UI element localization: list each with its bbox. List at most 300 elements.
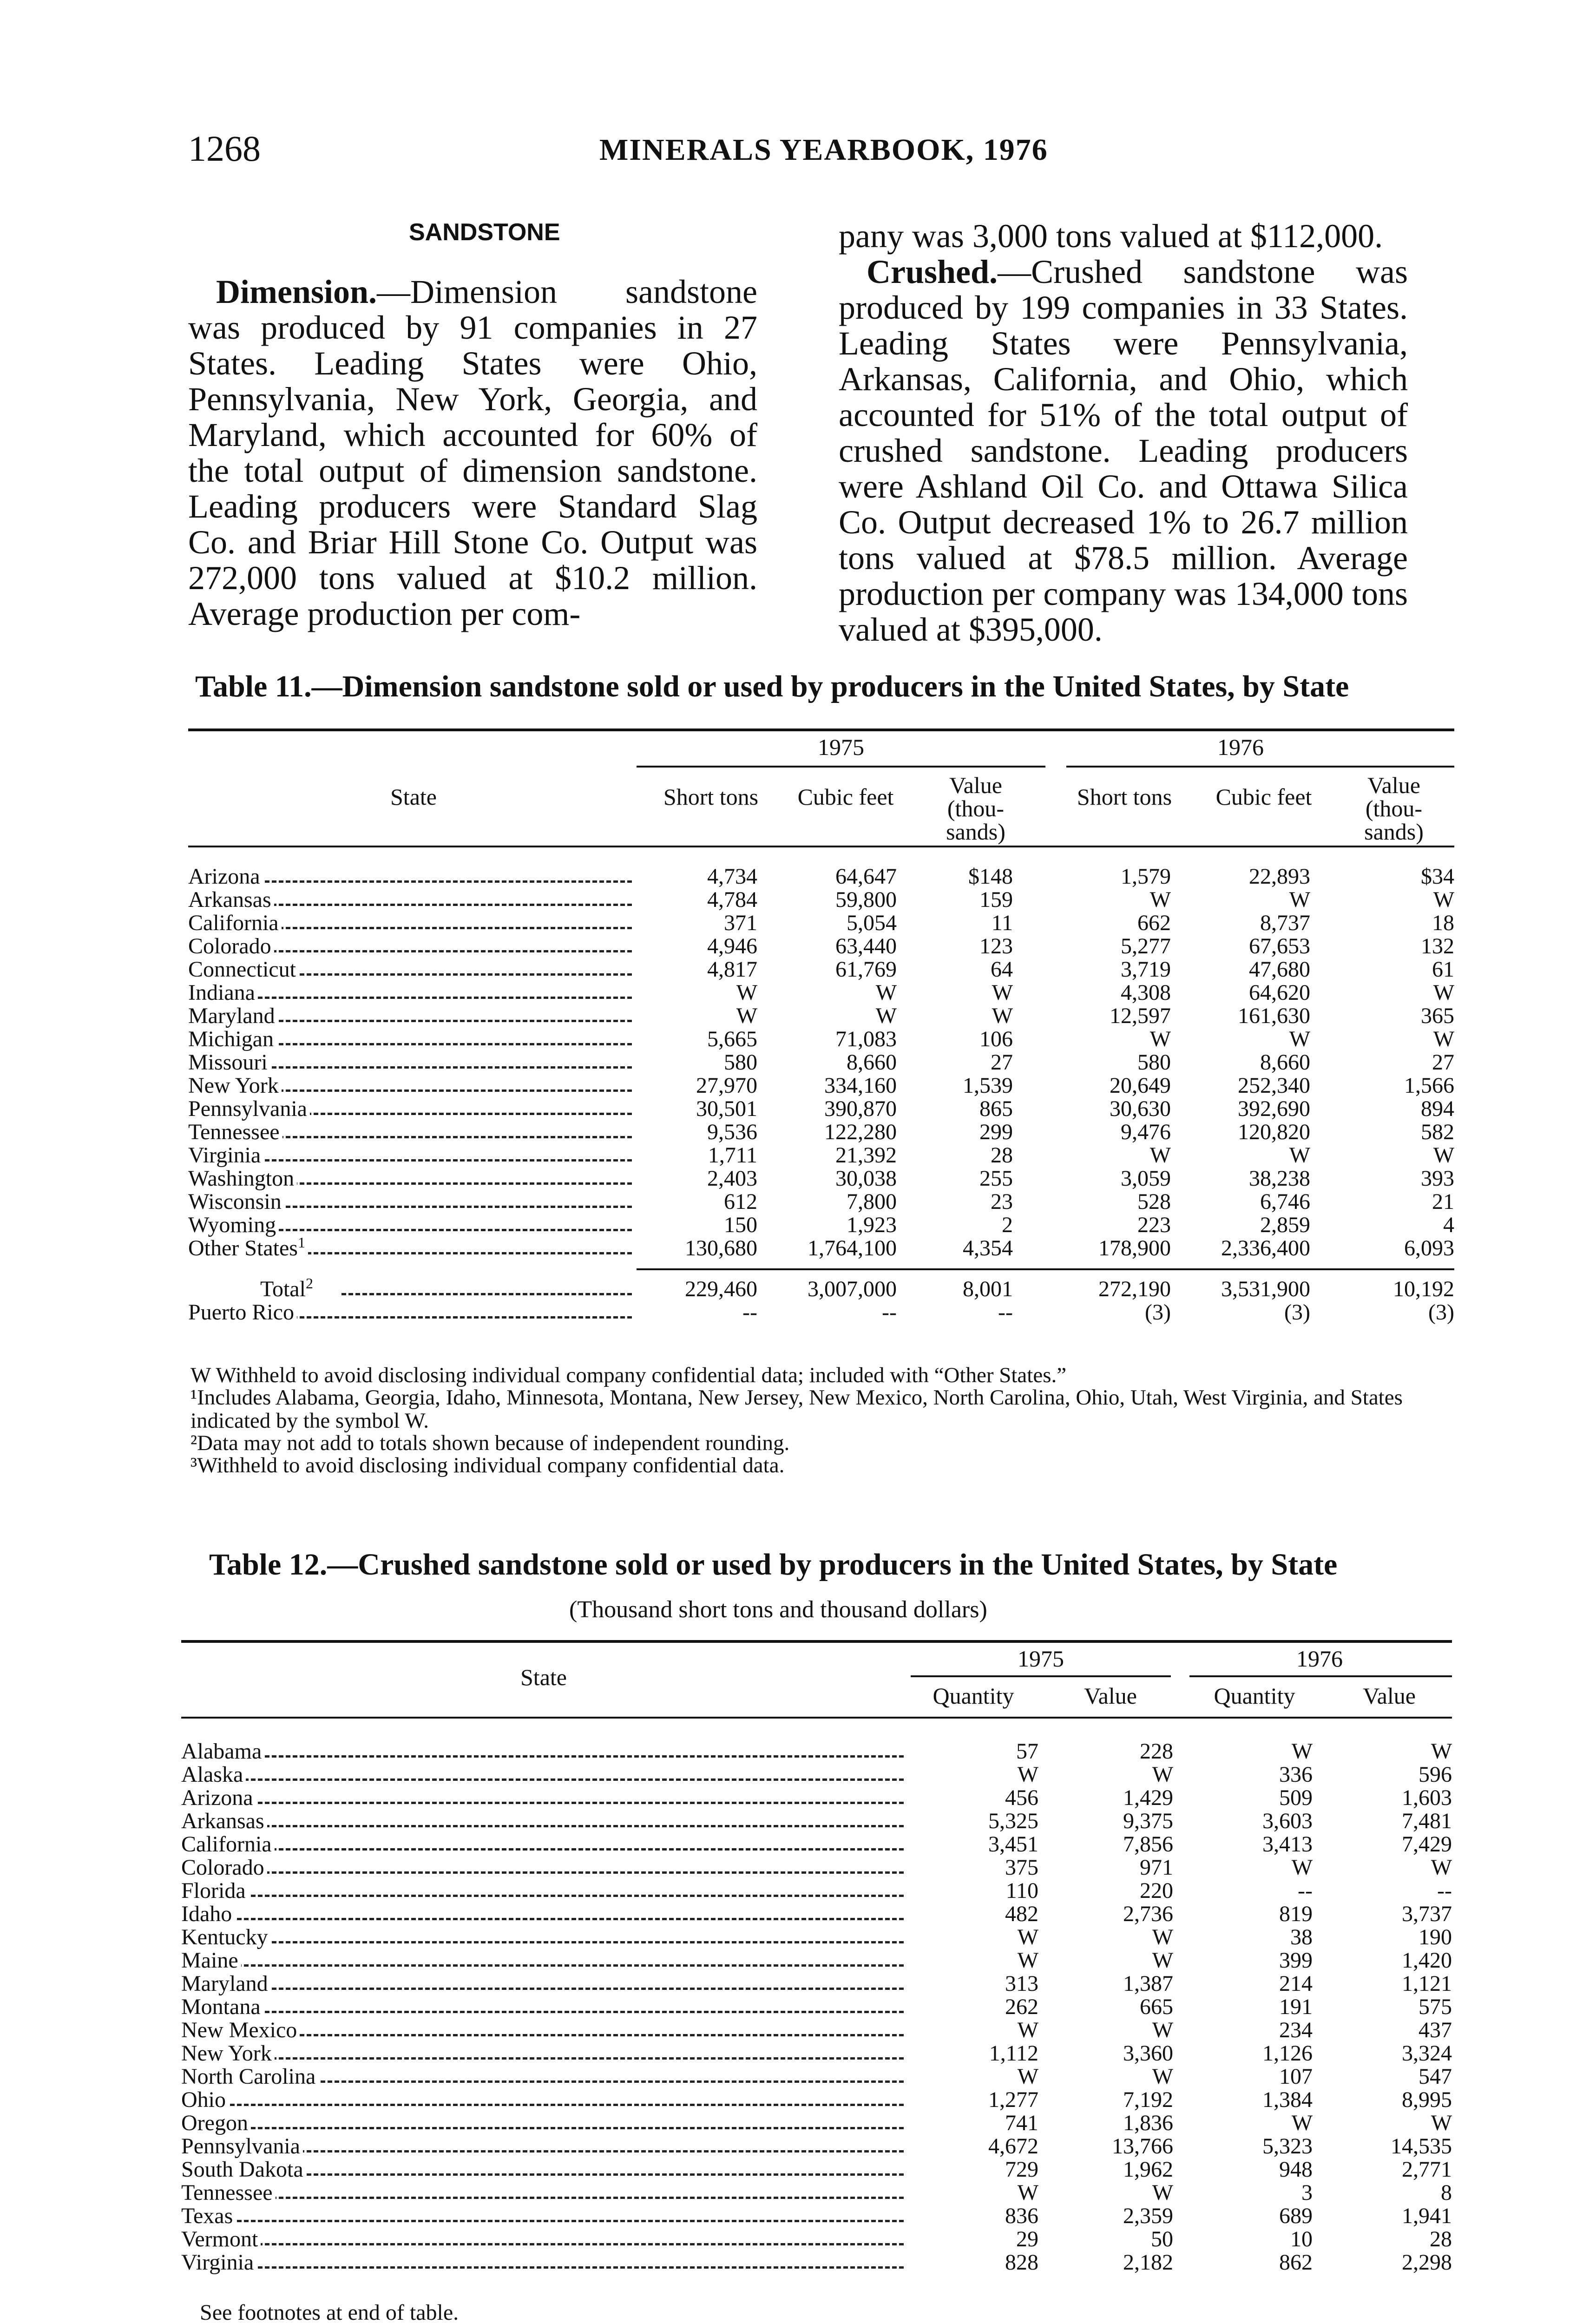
value-cell: 580 [1137,1050,1171,1075]
value-cell: 819 [1279,1902,1313,1926]
value-cell: 7,856 [1123,1832,1173,1857]
value-cell: 662 [1137,911,1171,935]
state-name: New Mexico [181,2019,300,2042]
table-row [181,2112,1452,2135]
value-cell: W [992,1004,1013,1028]
table-row [188,888,1454,912]
text-column-right [839,218,1408,648]
table-row [188,1190,1454,1214]
table-row [181,1810,1452,1833]
state-cell [188,912,637,935]
table11-footnote-1: ¹Includes Alabama, Georgia, Idaho, Minnesota, Montana, New Jersey, New Mexico, North Carolina, Ohio, Utah, West Virginia, and States indicated by the symbol W. [190,1385,1403,1433]
state-name: Kentucky [181,1926,271,1949]
value-cell: 255 [979,1166,1013,1191]
value-cell: 8,001 [963,1277,1013,1301]
value-cell: 3,451 [988,1832,1038,1857]
value-cell: W [1017,2180,1038,2205]
table11-footnote-w: W Withheld to avoid disclosing individual company confidential data; included with “Other States.” [190,1363,1067,1387]
table-row [188,935,1454,958]
value-cell: 23 [991,1189,1013,1214]
value-cell: 2,736 [1123,1902,1173,1926]
state-name: Tennessee [188,1121,282,1144]
table-row [181,2205,1452,2228]
value-cell: 1,579 [1121,864,1171,889]
value-cell: 223 [1137,1213,1171,1237]
table12-col-value-1976: Value [1363,1683,1416,1709]
table-row [188,1028,1454,1051]
dot-leader [181,2266,904,2269]
value-cell: 64,647 [835,864,897,889]
value-cell: 61 [1432,957,1454,982]
table-row [181,1903,1452,1926]
value-cell: 8 [1441,2180,1452,2205]
state-cell [181,1740,908,1763]
value-cell: (3) [1284,1300,1310,1325]
value-cell: 2,403 [707,1166,757,1191]
value-cell: 220 [1140,1878,1173,1903]
value-cell: W [992,980,1013,1005]
table-row [188,1214,1454,1237]
value-cell: 30,038 [835,1166,897,1191]
table-row [181,1763,1452,1786]
state-cell [181,2112,908,2135]
value-cell: 64,620 [1249,980,1310,1005]
table-row [188,958,1454,981]
state-cell [181,1763,908,1786]
state-name: Alaska [181,1763,246,1786]
value-cell: 21 [1432,1189,1454,1214]
value-cell: 1,764,100 [808,1236,897,1260]
value-cell: W [1291,1739,1313,1764]
value-cell: 547 [1419,2064,1452,2089]
value-cell: 47,680 [1249,957,1310,982]
state-name: Maryland [188,1004,278,1028]
footnote-ref: 1 [297,1237,305,1251]
value-cell: W [736,980,757,1005]
value-cell: 2,182 [1123,2250,1173,2275]
table-row [181,1833,1452,1856]
dot-leader [181,1941,904,1943]
value-cell: 528 [1137,1189,1171,1214]
dot-leader [181,2220,904,2222]
state-cell [188,865,637,888]
table12-header-rule [181,1717,1452,1719]
dot-leader [181,1848,904,1851]
value-cell: 9,476 [1121,1120,1171,1144]
value-cell: 365 [1421,1004,1454,1028]
table-row [181,2042,1452,2065]
table12-body [181,1740,1452,2274]
table-row [181,1786,1452,1810]
value-cell: 64 [991,957,1013,982]
state-cell [188,1190,637,1214]
value-cell: W [1017,1925,1038,1949]
value-cell: 3,007,000 [808,1277,897,1301]
value-cell: 214 [1279,1971,1313,1996]
value-cell: 3,719 [1121,957,1171,982]
table-row [188,1004,1454,1028]
value-cell: (3) [1145,1300,1171,1325]
table12-1975-rule [911,1675,1171,1677]
value-cell: W [1291,2111,1313,2135]
state-cell [181,2181,908,2205]
table-row [181,1949,1452,1972]
value-cell: 7,481 [1402,1809,1452,1833]
table11-footnote-3: ³Withheld to avoid disclosing individual company confidential data. [190,1453,785,1477]
table-row [181,1995,1452,2019]
value-cell: 336 [1279,1762,1313,1787]
value-cell: 178,900 [1098,1236,1171,1260]
value-cell: 1,941 [1402,2204,1452,2228]
table12-col-quantity-1976: Quantity [1214,1683,1295,1709]
value-cell: 67,653 [1249,934,1310,958]
value-cell: W [875,980,897,1005]
value-cell: 27 [1432,1050,1454,1075]
dot-leader [181,2197,904,2199]
table12-col-quantity-1975: Quantity [933,1683,1014,1709]
value-cell: W [875,1004,897,1028]
dot-leader [181,2104,904,2106]
value-cell: 57 [1016,1739,1038,1764]
state-name: Ohio [181,2088,229,2112]
state-name: Indiana [188,981,258,1004]
text-column-left [188,274,757,632]
value-cell: 1,112 [989,2041,1038,2066]
state-cell [181,1926,908,1949]
state-name: New York [188,1074,282,1097]
value-cell: W [1431,2111,1452,2135]
value-cell: 1,420 [1402,1948,1452,1973]
value-cell: 4,308 [1121,980,1171,1005]
table-row [188,1237,1454,1260]
state-name: Wisconsin [188,1190,284,1214]
state-cell [181,1949,908,1972]
value-cell: 21,392 [835,1143,897,1168]
dimension-body: —Dimension sandstone was produced by 91 companies in 27 States. Leading States were Ohio, Pennsylvania, New York, Georgia, and Maryland, which accounted for 60% of the total output of dimension sandstone. Leading producers were Standard Slag Co. and Briar Hill Stone Co. Output was 272,000 tons valued at $10.2 million. Average production per com- [188,273,757,632]
value-cell: W [1152,1948,1173,1973]
value-cell: W [1431,1855,1452,1880]
value-cell: 2,771 [1402,2157,1452,2182]
value-cell: 132 [1421,934,1454,958]
value-cell: 191 [1279,1995,1313,2019]
table11-top-rule [188,728,1454,731]
value-cell: 13,766 [1112,2134,1173,2159]
state-name: Oregon [181,2112,251,2135]
state-cell [181,2065,908,2088]
value-cell: 741 [1005,2111,1038,2135]
value-cell: 1,923 [847,1213,897,1237]
value-cell: 3,360 [1123,2041,1173,2066]
state-cell [181,1786,908,1810]
value-cell: W [1152,1762,1173,1787]
state-cell [188,1214,637,1237]
value-cell: 11 [991,911,1013,935]
table-row [181,2181,1452,2205]
value-cell: 262 [1005,1995,1038,2019]
value-cell: 12,597 [1110,1004,1171,1028]
value-cell: 122,280 [824,1120,897,1144]
dot-leader [181,2011,904,2013]
state-cell [188,1074,637,1097]
state-name: Montana [181,1995,263,2019]
state-cell [188,888,637,912]
value-cell: W [1289,1143,1310,1168]
state-name: Colorado [188,935,274,958]
state-name: California [181,1833,275,1856]
value-cell: 252,340 [1238,1073,1310,1098]
dot-leader [181,2243,904,2245]
value-cell: 3 [1301,2180,1313,2205]
table-row [181,2065,1452,2088]
state-cell [188,1121,637,1144]
value-cell: $34 [1421,864,1454,889]
value-cell: 665 [1140,1995,1173,2019]
table-rule-row [188,1260,1454,1269]
state-name: Arkansas [188,888,274,912]
table-row [188,1121,1454,1144]
value-cell: 7,429 [1402,1832,1452,1857]
dot-leader [181,1825,904,1827]
table11-col-short-1976: Short tons [1077,784,1172,810]
value-cell: 4 [1443,1213,1454,1237]
state-name: Washington [188,1167,297,1190]
footnote-ref: 2 [305,1275,313,1292]
value-cell: 4,734 [707,864,757,889]
table12 [181,1740,1452,2274]
value-cell: W [1152,2064,1173,2089]
value-cell: 50 [1151,2227,1173,2251]
state-cell [188,1167,637,1190]
value-cell: W [1433,1027,1454,1051]
table-row [188,1167,1454,1190]
state-cell [181,1903,908,1926]
state-cell [188,958,637,981]
value-cell: W [1149,1143,1171,1168]
table11-state-header: State [390,784,437,810]
value-cell: 894 [1421,1096,1454,1121]
dimension-paragraph [188,274,757,632]
value-cell: 38 [1290,1925,1313,1949]
value-cell: 229,460 [685,1277,757,1301]
value-cell: 1,126 [1262,2041,1313,2066]
value-cell: 1,711 [708,1143,757,1168]
table12-top-rule [181,1640,1452,1643]
value-cell: 27,970 [696,1073,757,1098]
value-cell: W [1017,2018,1038,2042]
value-cell: 437 [1419,2018,1452,2042]
value-cell: 1,603 [1402,1785,1452,1810]
table-row [188,1051,1454,1074]
state-cell [188,1301,637,1324]
state-cell [181,2135,908,2158]
value-cell: 9,536 [707,1120,757,1144]
value-cell: 190 [1419,1925,1452,1949]
value-cell: 371 [724,911,757,935]
value-cell: 22,893 [1249,864,1310,889]
crushed-paragraph [839,254,1408,648]
value-cell: 2,298 [1402,2250,1452,2275]
state-cell [181,1833,908,1856]
table-row [181,2228,1452,2251]
value-cell: 14,535 [1391,2134,1452,2159]
dot-leader [181,1988,904,1990]
table11-1975-rule [637,766,1045,768]
value-cell: 1,387 [1123,1971,1173,1996]
table-row [181,1926,1452,1949]
state-cell [181,1856,908,1879]
crushed-heading: Crushed. [867,253,998,290]
value-cell: -- [1437,1878,1452,1903]
table12-year-1976: 1976 [1296,1646,1343,1672]
state-name: Tennessee [181,2181,276,2205]
table11-col-short-1975: Short tons [663,784,759,810]
state-cell [181,1972,908,1995]
value-cell: 107 [1279,2064,1313,2089]
dot-leader [342,1293,632,1295]
table12-year-1975: 1975 [1018,1646,1064,1672]
table-row [181,2158,1452,2181]
value-cell: W [1433,887,1454,912]
value-cell: 272,190 [1098,1277,1171,1301]
table-row [181,1879,1452,1903]
crushed-body: —Crushed sandstone was produced by 199 companies in 33 States. Leading States were Pennsylvania, Arkansas, California, and Ohio, which accounted for 51% of the total output of crushed sandstone. Leading producers were Ashland Oil Co. and Ottawa Silica Co. Output decreased 1% to 26.7 million tons valued at $78.5 million. Average production per company was 134,000 tons valued at $395,000. [839,253,1408,648]
dot-leader [181,1918,904,1920]
value-cell: 8,737 [1260,911,1310,935]
value-cell: 375 [1005,1855,1038,1880]
value-cell: 5,665 [707,1027,757,1051]
table11-col-value-1975: Value (thou- sands) [946,772,1005,845]
table11-year-1975: 1975 [818,734,864,760]
value-cell: 313 [1005,1971,1038,1996]
value-cell: -- [1298,1878,1313,1903]
state-name: North Carolina [181,2065,318,2088]
table-row [181,1972,1452,1995]
value-cell: 71,083 [835,1027,897,1051]
value-cell: 509 [1279,1785,1313,1810]
dot-leader [181,1895,904,1897]
value-cell: -- [882,1300,897,1325]
value-cell: W [1017,2064,1038,2089]
table-row [181,2135,1452,2158]
value-cell: 28 [1430,2227,1452,2251]
value-cell: W [1149,887,1171,912]
value-cell: 27 [991,1050,1013,1075]
value-cell: 61,769 [835,957,897,982]
value-cell: 8,660 [1260,1050,1310,1075]
value-cell: 828 [1005,2250,1038,2275]
value-cell: 948 [1279,2157,1313,2182]
value-cell: 123 [979,934,1013,958]
state-name: Alabama [181,1740,264,1763]
state-cell [181,2158,908,2181]
value-cell: 1,566 [1404,1073,1454,1098]
state-cell [188,1144,637,1167]
value-cell: 4,817 [707,957,757,982]
value-cell: 4,946 [707,934,757,958]
value-cell: W [1152,2018,1173,2042]
value-cell: 689 [1279,2204,1313,2228]
table-row [188,1144,1454,1167]
table11 [188,865,1454,1324]
state-cell [181,2205,908,2228]
see-footnotes-note: See footnotes at end of table. [200,2300,459,2323]
state-name: Virginia [181,2251,256,2274]
value-cell: 1,429 [1123,1785,1173,1810]
table11-header-rule [188,846,1454,847]
value-cell: 4,672 [988,2134,1038,2159]
table11-col-cubic-1976: Cubic feet [1215,784,1312,810]
state-cell [181,2088,908,2112]
value-cell: W [1431,1739,1452,1764]
value-cell: W [1289,1027,1310,1051]
table-row [181,1740,1452,1763]
value-cell: -- [742,1300,757,1325]
value-cell: 161,630 [1238,1004,1310,1028]
state-name: Vermont [181,2228,261,2251]
dot-leader [181,1802,904,1804]
dot-leader [181,1964,904,1967]
state-name: South Dakota [181,2158,306,2181]
state-cell [181,2042,908,2065]
value-cell: 4,784 [707,887,757,912]
table-row [181,2019,1452,2042]
value-cell: 106 [979,1027,1013,1051]
value-cell: 836 [1005,2204,1038,2228]
value-cell: 5,277 [1121,934,1171,958]
dot-leader [181,2127,904,2129]
value-cell: 59,800 [835,887,897,912]
value-cell: 228 [1140,1739,1173,1764]
state-name: Texas [181,2205,236,2228]
value-cell: 482 [1005,1902,1038,1926]
table11-col-cubic-1975: Cubic feet [797,784,894,810]
value-cell: W [1291,1855,1313,1880]
state-name: Other States$^1$ [188,1237,308,1260]
value-cell: W [736,1004,757,1028]
value-cell: 299 [979,1120,1013,1144]
state-cell [188,981,637,1004]
state-cell [181,1810,908,1833]
value-cell: 38,238 [1249,1166,1310,1191]
state-name: Arizona [188,865,263,888]
state-cell [188,1004,637,1028]
value-cell: 120,820 [1238,1120,1310,1144]
dimension-heading: Dimension. [216,273,377,310]
value-cell: 729 [1005,2157,1038,2182]
value-cell: 10 [1290,2227,1313,2251]
state-cell [181,2019,908,2042]
value-cell: 862 [1279,2250,1313,2275]
value-cell: 159 [979,887,1013,912]
state-name: Connecticut [188,958,299,981]
value-cell: 392,690 [1238,1096,1310,1121]
state-name: Idaho [181,1903,235,1926]
value-cell: 582 [1421,1120,1454,1144]
state-cell [181,1995,908,2019]
value-cell: 971 [1140,1855,1173,1880]
value-cell: 1,384 [1262,2087,1313,2112]
value-cell: 1,121 [1402,1971,1452,1996]
value-cell: 3,737 [1402,1902,1452,1926]
value-cell: 110 [1005,1878,1038,1903]
state-name: Pennsylvania [188,1097,310,1121]
table-row [188,1074,1454,1097]
table11-1976-rule [1066,766,1454,768]
value-cell: 30,501 [696,1096,757,1121]
value-cell: 2,859 [1260,1213,1310,1237]
value-cell: 18 [1432,911,1454,935]
value-cell: 29 [1016,2227,1038,2251]
